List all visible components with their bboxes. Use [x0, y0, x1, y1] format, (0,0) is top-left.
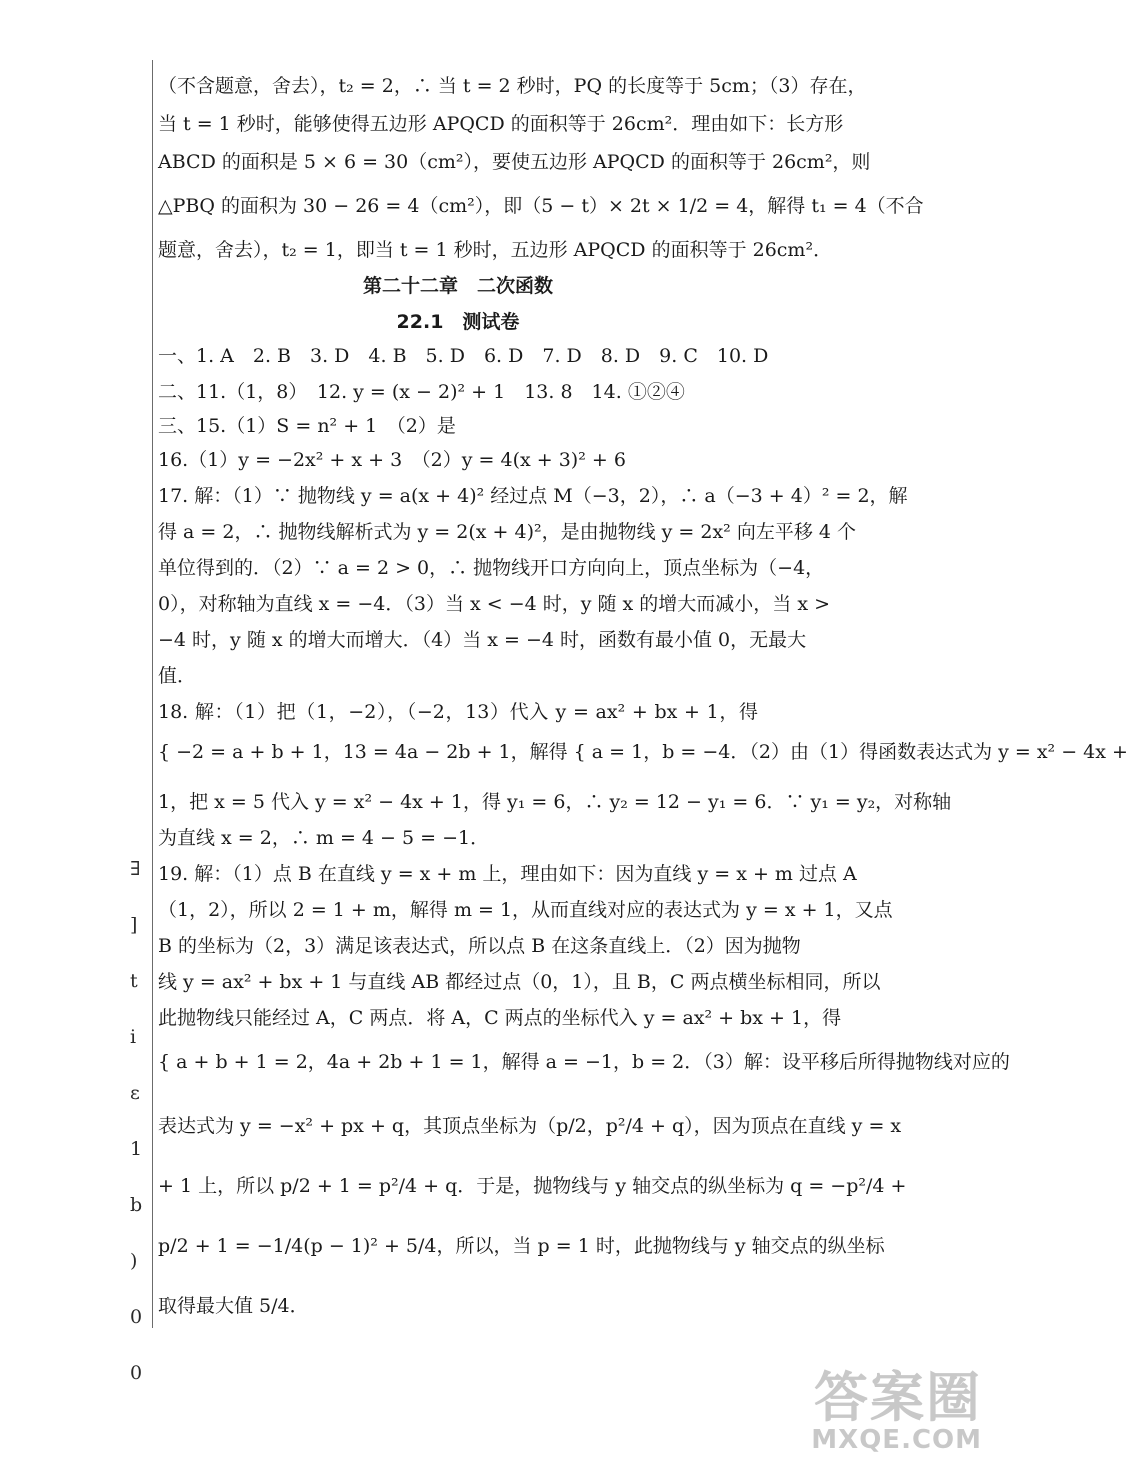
- margin-marks: [130, 860, 150, 1420]
- text-line: 得 a = 2，∴ 抛物线解析式为 y = 2(x + 4)²，是由抛物线 y = 2x² 向左平移 4 个: [158, 521, 857, 543]
- margin-mark: ∃: [130, 858, 141, 880]
- margin-mark: ): [130, 1250, 138, 1272]
- text-line: 一、1. A 2. B 3. D 4. B 5. D 6. D 7. D 8. D 9. C 10. D: [158, 345, 769, 367]
- text-line: −4 时，y 随 x 的增大而增大．（4）当 x = −4 时，函数有最小值 0，无最大: [158, 629, 807, 651]
- text-line: 值．: [158, 665, 197, 687]
- watermark-url: MXQE.COM: [811, 1425, 982, 1455]
- text-line: 表达式为 y = −x² + px + q，其顶点坐标为（p/2，p²/4 + q），因为顶点在直线 y = x: [158, 1115, 902, 1137]
- margin-rule: [152, 60, 153, 1328]
- text-line: B 的坐标为（2，3）满足该表达式，所以点 B 在这条直线上．（2）因为抛物: [158, 935, 801, 957]
- text-line: 此抛物线只能经过 A，C 两点．将 A，C 两点的坐标代入 y = ax² + bx + 1，得: [158, 1007, 842, 1029]
- text-line: 线 y = ax² + bx + 1 与直线 AB 都经过点（0，1），且 B，C 两点横坐标相同，所以: [158, 971, 881, 993]
- watermark: [811, 1366, 982, 1455]
- text-line: 单位得到的．（2）∵ a = 2 > 0，∴ 抛物线开口方向向上，顶点坐标为（−4，: [158, 557, 825, 579]
- margin-mark: b: [130, 1194, 143, 1216]
- text-line: （1，2），所以 2 = 1 + m，解得 m = 1，从而直线对应的表达式为 y = x + 1，又点: [158, 899, 893, 921]
- watermark-logo: 答案圈: [814, 1366, 982, 1429]
- text-line: p/2 + 1 = −1/4(p − 1)² + 5/4，所以，当 p = 1 时，此抛物线与 y 轴交点的纵坐标: [158, 1235, 885, 1257]
- margin-mark: 0: [130, 1306, 143, 1328]
- margin-mark: 0: [130, 1362, 143, 1384]
- text-line: ABCD 的面积是 5 × 6 = 30（cm²），要使五边形 APQCD 的面积等于 26cm²，则: [158, 151, 871, 173]
- text-line: 16.（1）y = −2x² + x + 3 （2）y = 4(x + 3)² + 6: [158, 449, 626, 471]
- margin-mark: i: [130, 1026, 137, 1048]
- text-line: 三、15.（1）S = n² + 1 （2）是: [158, 415, 456, 437]
- text-line: 二、11.（1，8） 12. y = (x − 2)² + 1 13. 8 14. ①②④: [158, 381, 685, 403]
- margin-mark: 1: [130, 1138, 143, 1160]
- text-line: 题意，舍去），t₂ = 1，即当 t = 1 秒时，五边形 APQCD 的面积等于 26cm²．: [158, 239, 833, 261]
- margin-mark: t: [130, 970, 138, 992]
- text-line: △PBQ 的面积为 30 − 26 = 4（cm²），即（5 − t）× 2t × 1/2 = 4，解得 t₁ = 4（不合: [158, 195, 924, 217]
- text-line: 取得最大值 5/4．: [158, 1295, 309, 1317]
- text-line: + 1 上，所以 p/2 + 1 = p²/4 + q．于是，抛物线与 y 轴交点的纵坐标为 q = −p²/4 +: [158, 1175, 907, 1197]
- text-line: 0），对称轴为直线 x = −4．（3）当 x < −4 时，y 随 x 的增大而减小，当 x >: [158, 593, 831, 615]
- margin-mark: ]: [130, 914, 138, 936]
- text-line: 1，把 x = 5 代入 y = x² − 4x + 1，得 y₁ = 6，∴ y₂ = 12 − y₁ = 6．∵ y₁ = y₂，对称轴: [158, 791, 952, 813]
- text-line: 19. 解：（1）点 B 在直线 y = x + m 上，理由如下：因为直线 y = x + m 过点 A: [158, 863, 857, 885]
- text-line: 17. 解：（1）∵ 抛物线 y = a(x + 4)² 经过点 M（−3，2），∴ a（−3 + 4）² = 2，解: [158, 485, 908, 507]
- text-line: （不含题意，舍去），t₂ = 2，∴ 当 t = 2 秒时，PQ 的长度等于 5cm；（3）存在，: [158, 75, 867, 97]
- text-line: 为直线 x = 2，∴ m = 4 − 5 = −1．: [158, 827, 490, 849]
- margin-mark: ɛ: [130, 1082, 140, 1104]
- text-line: { a + b + 1 = 2，4a + 2b + 1 = 1，解得 a = −1，b = 2．（3）解：设平移后所得抛物线对应的: [158, 1051, 1010, 1073]
- chapter-title: 第二十二章 二次函数: [362, 275, 553, 297]
- text-line: 当 t = 1 秒时，能够使得五边形 APQCD 的面积等于 26cm²．理由如下：长方形: [158, 113, 844, 135]
- text-line: { −2 = a + b + 1，13 = 4a − 2b + 1，解得 { a = 1，b = −4．（2）由（1）得函数表达式为 y = x² − 4x +: [158, 741, 1128, 763]
- section-title: 22.1 测试卷: [396, 311, 520, 333]
- text-line: 18. 解：（1）把（1，−2），（−2，13）代入 y = ax² + bx + 1，得: [158, 701, 758, 723]
